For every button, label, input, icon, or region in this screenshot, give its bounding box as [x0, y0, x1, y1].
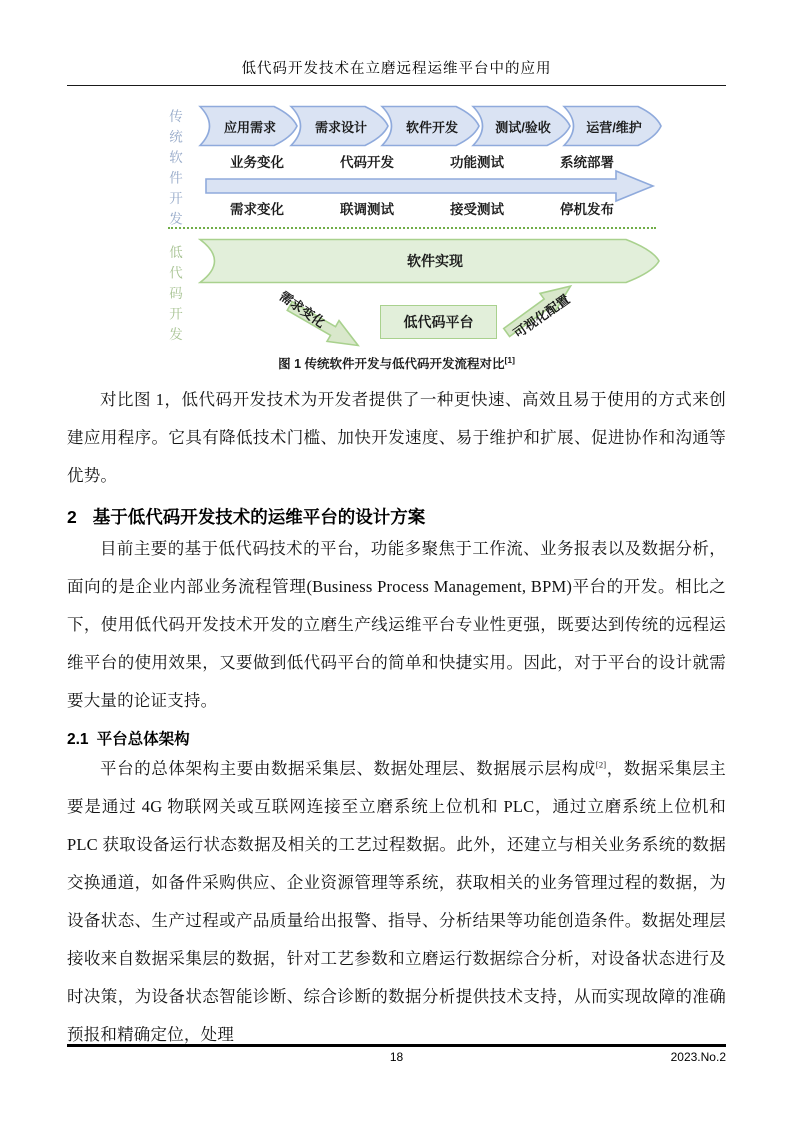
- lowcode-platform-box: 低代码平台: [380, 305, 497, 339]
- stage-label: 运营/维护: [586, 119, 642, 135]
- process-label: 需求变化: [230, 202, 284, 217]
- lowcode-main-stage-label: 软件实现: [407, 253, 463, 269]
- dotted-divider: [168, 227, 656, 229]
- page-number: 18: [389, 1050, 404, 1064]
- process-label: 业务变化: [230, 155, 284, 170]
- input-arrow-label: 需求变化: [276, 288, 329, 331]
- stage-chevron: [289, 105, 391, 147]
- process-label: 联调测试: [340, 202, 394, 217]
- running-head-title: 低代码开发技术在立磨远程运维平台中的应用: [241, 61, 552, 77]
- header-divider: [67, 85, 726, 86]
- paragraph-2: 目前主要的基于低代码技术的平台，功能多聚焦于工作流、业务报表以及数据分析，面向的是企业内部业务流程管理(Business Process Management, BPM)平台的开发。相比之下，使用低代码开发技术开发的立磨生产线运维平台专业性更强，既要达到传统的远程运维平台的使用效果，又要做到低代码平台的简单和快捷实用。因此，对于平台的设计就需要大量的论证支持。: [67, 539, 726, 710]
- figure-caption-number: 图 1: [278, 357, 302, 371]
- paragraph-3-reference: [2]: [595, 759, 607, 770]
- paragraph-3: [67, 750, 726, 1054]
- page-header: [0, 0, 793, 86]
- stage-chevron: [562, 105, 664, 147]
- stage-label: 需求设计: [314, 119, 367, 135]
- body-text: [67, 381, 726, 1054]
- stage-chevron: [380, 105, 482, 147]
- lowcode-dev-side-label: 低代码开发: [167, 245, 182, 348]
- section-2-1-number: 2.1: [67, 731, 89, 748]
- section-2-number: 2: [67, 507, 77, 527]
- process-label: 接受测试: [450, 202, 504, 217]
- paragraph-3-part1: 平台的总体架构主要由数据采集层、数据处理层、数据展示层构成: [100, 759, 596, 778]
- section-2-1-title: 平台总体架构: [96, 731, 190, 748]
- paragraph-1: 对比图 1，低代码开发技术为开发者提供了一种更快速、高效且易于使用的方式来创建应用程序。它具有降低技术门槛、加快开发速度、易于维护和扩展、促进协作和沟通等优势。: [67, 390, 726, 485]
- figure-caption-text: 传统软件开发与低代码开发流程对比: [301, 357, 505, 371]
- page-footer: [67, 1044, 726, 1066]
- process-label: 停机发布: [560, 202, 614, 217]
- section-2-1-heading: [67, 727, 726, 749]
- section-2-title: 基于低代码开发技术的运维平台的设计方案: [92, 507, 426, 527]
- traditional-dev-side-label: 传统软件开发: [167, 109, 182, 232]
- process-label: 代码开发: [340, 155, 394, 170]
- output-arrow-label: 可视化配置: [510, 291, 573, 342]
- paragraph-3-part2: ，数据采集层主要是通过 4G 物联网关或互联网连接至立磨系统上位机和 PLC，通过立磨系统上位机和 PLC 获取设备运行状态数据及相关的工艺过程数据。此外，还建立与相关业务系统的数据交换通道，如备件采购供应、企业资源管理等系统，获取相关的业务管理过程的数据，为设备状态、生产过程或产品质量给出报警、指导、分析结果等功能创造条件。数据处理层接收来自数据采集层的数据，针对工艺参数和立磨运行数据综合分析，对设备状态进行及时决策，为设备状态智能诊断、综合诊断的数据分析提供技术支持，从而实现故障的准确预报和精确定位，处理: [67, 759, 726, 1044]
- labels-below-arrow: [202, 198, 642, 218]
- process-label: 功能测试: [450, 155, 504, 170]
- stage-label: 应用需求: [223, 119, 276, 135]
- process-label: 系统部署: [560, 155, 614, 170]
- lowcode-main-stage-chevron: [198, 238, 662, 284]
- figure-caption: [0, 354, 793, 372]
- figure-1-diagram: [0, 99, 793, 351]
- stage-chevron: [471, 105, 573, 147]
- stage-label: 测试/验收: [495, 119, 551, 135]
- footer-row: [67, 1050, 726, 1066]
- stage-chevron: [198, 105, 300, 147]
- figure-caption-reference: [1]: [504, 354, 515, 365]
- footer-divider: [67, 1044, 726, 1047]
- issue-label: 2023.No.2: [670, 1050, 726, 1064]
- stage-label: 软件开发: [405, 119, 458, 135]
- section-2-heading: [67, 504, 726, 529]
